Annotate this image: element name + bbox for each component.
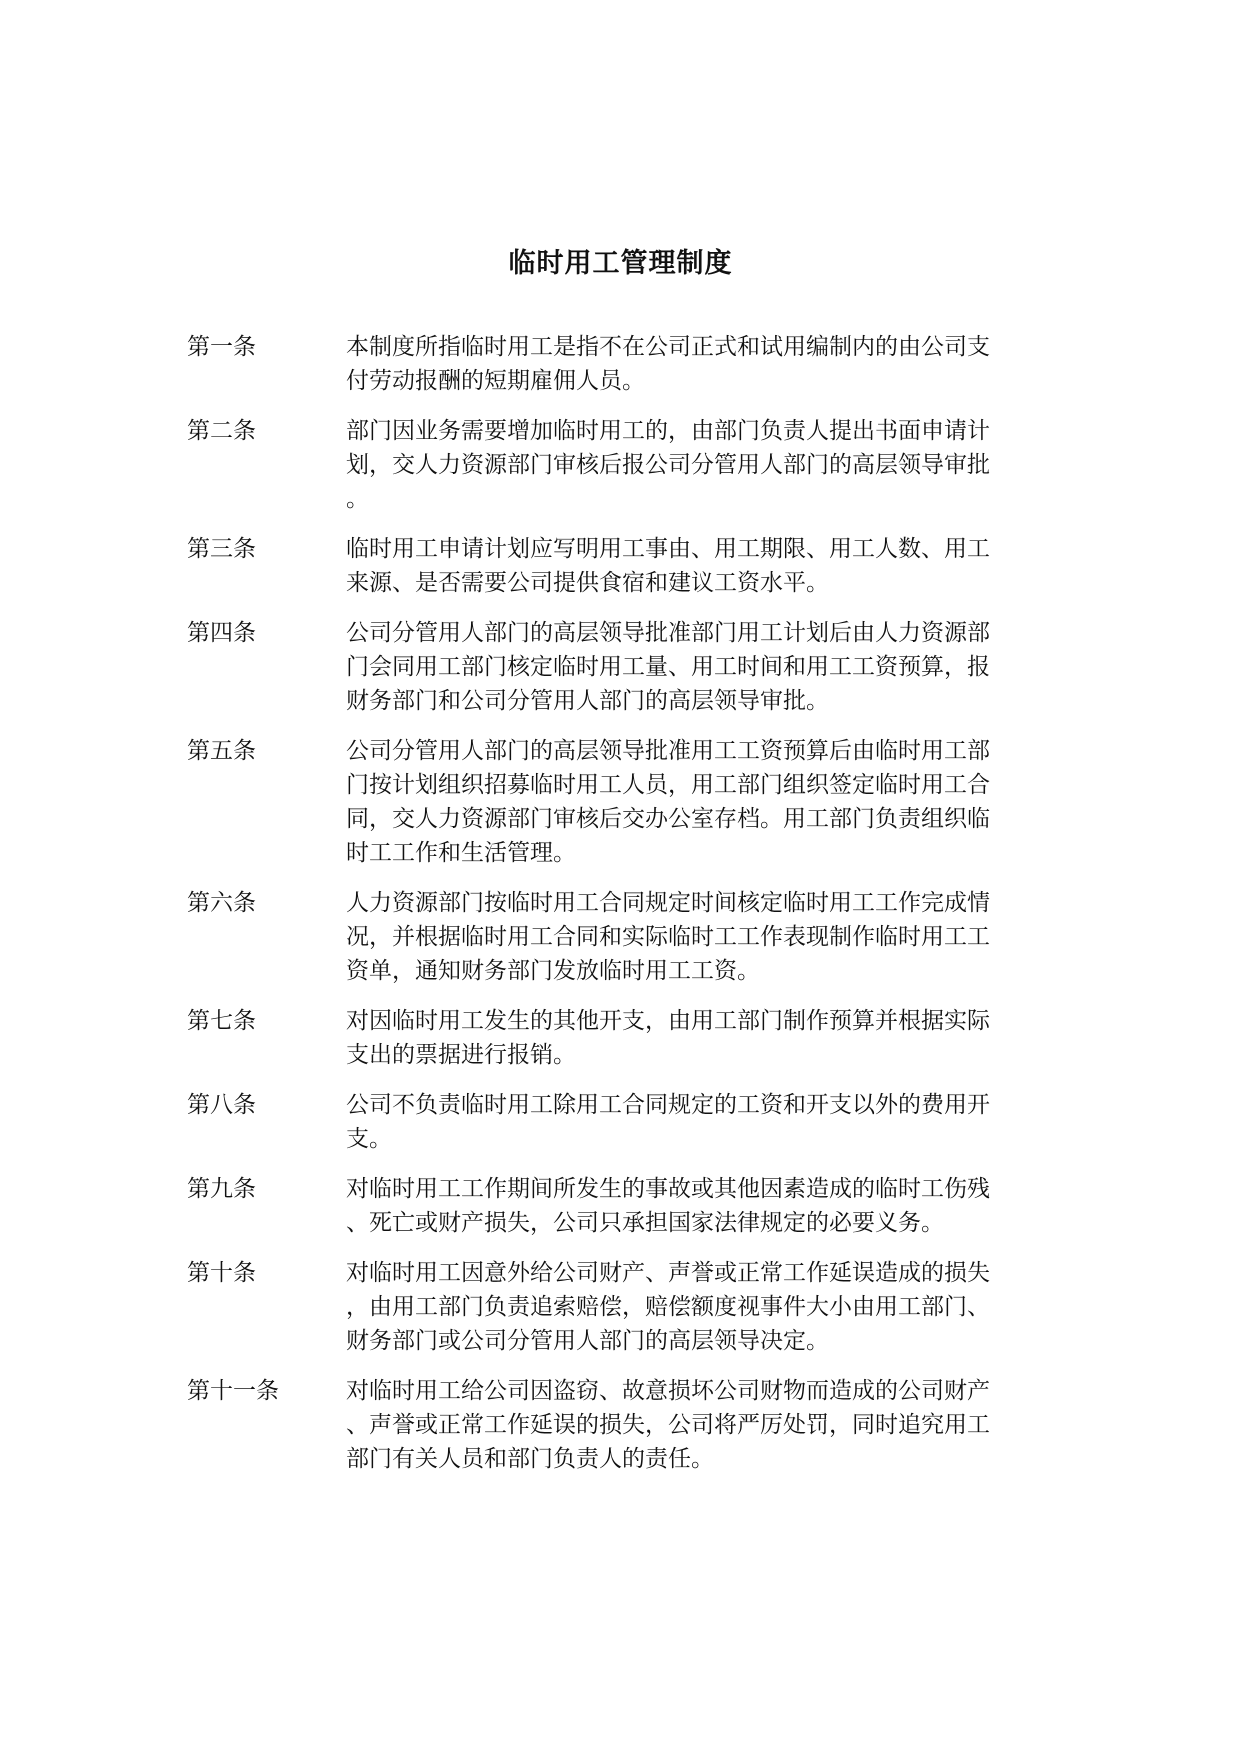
article-text: 本制度所指临时用工是指不在公司正式和试用编制内的由公司支 付劳动报酬的短期雇佣人员。 [346, 334, 990, 394]
article-8 [187, 1088, 1047, 1156]
article-text: 对临时用工工作期间所发生的事故或其他因素造成的临时工伤残 、死亡或财产损失，公司只承担国家法律规定的必要义务。 [346, 1176, 990, 1236]
article-1 [187, 330, 1047, 398]
article-3 [187, 532, 1047, 600]
article-11 [187, 1374, 1047, 1476]
article-text: 公司分管用人部门的高层领导批准用工工资预算后由临时用工部 门按计划组织招募临时用工人员，用工部门组织签定临时用工合 同，交人力资源部门审核后交办公室存档。用工部门负责组织临 时工工作和生活管理。 [346, 738, 990, 866]
article-2 [187, 414, 1047, 516]
article-text: 对临时用工给公司因盗窃、故意损坏公司财物而造成的公司财产 、声誉或正常工作延误的损失，公司将严厉处罚，同时追究用工 部门有关人员和部门负责人的责任。 [346, 1378, 990, 1472]
article-10 [187, 1256, 1047, 1358]
article-number: 第七条 [187, 1008, 256, 1034]
article-5 [187, 734, 1047, 870]
article-number: 第一条 [187, 334, 256, 360]
article-6 [187, 886, 1047, 988]
article-7 [187, 1004, 1047, 1072]
article-number: 第八条 [187, 1092, 256, 1118]
article-4 [187, 616, 1047, 718]
article-number: 第二条 [187, 418, 256, 444]
article-text: 对因临时用工发生的其他开支，由用工部门制作预算并根据实际 支出的票据进行报销。 [346, 1008, 990, 1068]
article-text: 人力资源部门按临时用工合同规定时间核定临时用工工作完成情 况，并根据临时用工合同和实际临时工工作表现制作临时用工工 资单，通知财务部门发放临时用工工资。 [346, 890, 990, 984]
article-number: 第五条 [187, 738, 256, 764]
article-number: 第三条 [187, 536, 256, 562]
article-text: 公司不负责临时用工除用工合同规定的工资和开支以外的费用开 支。 [346, 1092, 990, 1152]
article-number: 第十条 [187, 1260, 256, 1286]
article-text: 对临时用工因意外给公司财产、声誉或正常工作延误造成的损失 ，由用工部门负责追索赔偿，赔偿额度视事件大小由用工部门、 财务部门或公司分管用人部门的高层领导决定。 [346, 1260, 990, 1354]
article-text: 部门因业务需要增加临时用工的，由部门负责人提出书面申请计 划，交人力资源部门审核后报公司分管用人部门的高层领导审批 。 [346, 418, 990, 512]
article-number: 第九条 [187, 1176, 256, 1202]
article-text: 公司分管用人部门的高层领导批准部门用工计划后由人力资源部 门会同用工部门核定临时用工量、用工时间和用工工资预算，报 财务部门和公司分管用人部门的高层领导审批。 [346, 620, 990, 714]
document-title: 临时用工管理制度 [508, 248, 733, 279]
article-number: 第十一条 [187, 1378, 279, 1404]
article-number: 第四条 [187, 620, 256, 646]
article-text: 临时用工申请计划应写明用工事由、用工期限、用工人数、用工 来源、是否需要公司提供食宿和建议工资水平。 [346, 536, 990, 596]
article-9 [187, 1172, 1047, 1240]
article-list [187, 330, 1047, 1492]
article-number: 第六条 [187, 890, 256, 916]
